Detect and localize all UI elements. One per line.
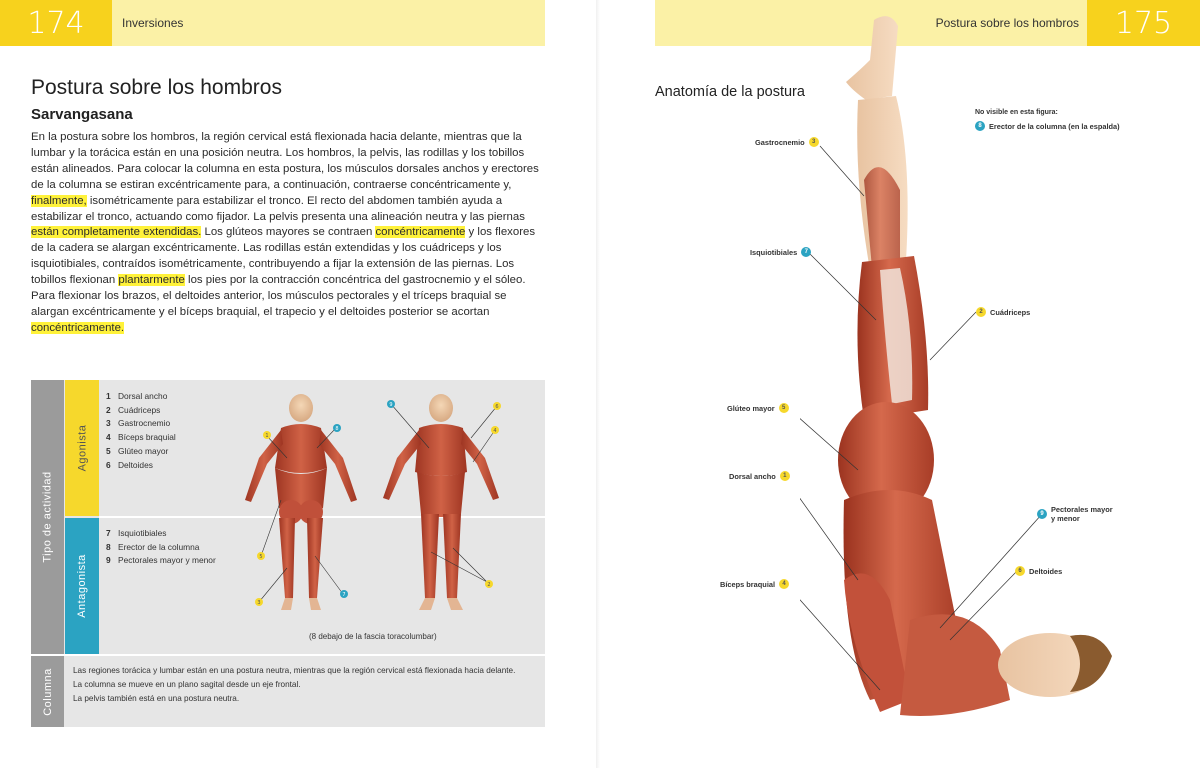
muscle-number: 3 (106, 418, 111, 429)
antagonist-label: Antagonista (65, 518, 99, 654)
muscle-number: 1 (106, 391, 111, 401)
marker-badge: 2 (976, 307, 986, 317)
svg-text:6: 6 (495, 404, 499, 410)
svg-text:1: 1 (265, 433, 269, 439)
svg-text:3: 3 (257, 600, 261, 606)
highlighted-text: finalmente, (31, 194, 87, 207)
muscle-list-item (106, 554, 216, 568)
muscle-list-item (106, 390, 176, 404)
svg-text:2: 2 (487, 582, 491, 588)
label-dorsal-ancho: Dorsal ancho 1 (729, 471, 790, 481)
muscle-name: Glúteo mayor (118, 445, 169, 456)
highlighted-text: plantarmente (118, 274, 185, 287)
marker-badge: 8 (975, 121, 985, 131)
muscle-list-item (106, 431, 176, 445)
anatomy-title: Anatomía de la postura (655, 84, 805, 100)
column-description (73, 664, 515, 706)
muscle-number: 5 (106, 445, 111, 456)
label-pectorales: 9 Pectorales mayor y menor (1037, 505, 1113, 523)
left-section-title: Inversiones (112, 0, 545, 46)
muscle-name: Pectorales mayor y menor (118, 555, 216, 566)
pose-title: Postura sobre los hombros (31, 76, 282, 99)
column-line: Las regiones torácica y lumbar están en una postura neutra, mientras que la región cervical está flexionada hacia delante. (73, 666, 516, 675)
muscle-list-item (106, 404, 176, 418)
pose-subtitle: Sarvangasana (31, 106, 133, 123)
body-text-segment: Los glúteos mayores se contraen (201, 226, 376, 239)
right-page (600, 0, 1200, 768)
muscle-list-item (106, 445, 176, 459)
muscle-name: Cuádriceps (118, 404, 161, 415)
body-text-segment: y los flexores de la cadera se alargan excéntricamente. Las rodillas están extendidas y los cuádriceps y los isquiotibiales, contraídos isométricamente, contribuyendo a fijar la extensión de las piernas. Los tobillos flexionan (31, 226, 536, 287)
right-section-title: Postura sobre los hombros (655, 0, 1087, 46)
muscle-number: 7 (106, 528, 111, 538)
row-divider (31, 654, 545, 656)
marker-badge: 1 (780, 471, 790, 481)
label-biceps-braquial: Bíceps braquial 4 (720, 579, 789, 589)
column-line: La pelvis también está en una postura neutra. (73, 694, 240, 703)
muscle-name: Isquiotibiales (118, 528, 167, 538)
agonist-list (106, 390, 176, 472)
marker-badge: 3 (809, 137, 819, 147)
highlighted-text: están completamente extendidas. (31, 226, 202, 239)
activity-type-label: Tipo de actividad (31, 380, 64, 654)
muscle-number: 2 (106, 404, 111, 415)
muscle-list-item (106, 417, 176, 431)
muscle-list-item (106, 527, 216, 541)
svg-text:8: 8 (335, 426, 339, 432)
svg-text:4: 4 (493, 428, 497, 434)
label-gastrocnemio: Gastrocnemio 3 (755, 137, 819, 147)
muscle-number: 9 (106, 555, 111, 566)
muscle-figures-illustration (231, 388, 543, 628)
muscle-number: 8 (106, 541, 111, 552)
right-page-number: 175 (1087, 0, 1200, 46)
muscle-list-item (106, 459, 176, 473)
body-text-segment: los pies por la contracción concéntrica del gastrocnemio y el sóleo. Para flexionar los brazos, el deltoides anterior, los músculos pectorales y el tríceps braquial se alargan excéntricamente y el bíceps braquial, el trapecio y el deltoides posterior se acortan (31, 274, 526, 318)
marker-badge: 7 (801, 247, 811, 257)
svg-text:5: 5 (259, 554, 263, 560)
label-gluteo-mayor: Glúteo mayor 5 (727, 403, 789, 413)
body-text-segment: En la postura sobre los hombros, la región cervical está flexionada hacia delante, mientras que la lumbar y la torácica están en una posición neutra. Los hombros, la pelvis, las rodillas y los tobillos están alineados. Para colocar la columna en esta postura, los músculos dorsales anchos y erectores de la columna se estiran excéntricamente para, a continuación, contraerse concéntricamente y, (31, 131, 539, 191)
activity-table (31, 380, 545, 727)
column-line: La columna se mueve en un plano sagital desde un eje frontal. (73, 680, 301, 689)
figure-note: (8 debajo de la fascia toracolumbar) (309, 632, 437, 641)
shoulder-stand-illustration (800, 0, 1200, 768)
muscle-name: Gastrocnemio (118, 418, 171, 429)
marker-badge: 9 (1037, 509, 1047, 519)
not-visible-title: No visible en esta figura: (975, 109, 1058, 116)
svg-text:9: 9 (389, 402, 393, 408)
svg-text:7: 7 (342, 592, 346, 598)
antagonist-list (106, 527, 216, 568)
left-page-number: 174 (0, 0, 112, 46)
column-label: Columna (31, 656, 64, 727)
label-isquiotibiales: Isquiotibiales 7 (750, 247, 811, 257)
highlighted-text: concéntricamente (375, 226, 466, 239)
muscle-list-item (106, 541, 216, 555)
not-visible-item: 8 Erector de la columna (en la espalda) (975, 121, 1120, 131)
marker-badge: 5 (779, 403, 789, 413)
body-paragraph (31, 130, 547, 337)
label-deltoides: 6 Deltoides (1015, 566, 1062, 576)
label-cuadriceps: 2 Cuádriceps (976, 307, 1030, 317)
highlighted-text: concéntricamente. (31, 321, 125, 334)
marker-badge: 4 (779, 579, 789, 589)
muscle-number: 6 (106, 459, 111, 470)
muscle-name: Bíceps braquial (118, 432, 176, 443)
agonist-label: Agonista (65, 380, 99, 516)
body-text-segment: isométricamente para estabilizar el tronco. El recto del abdomen también ayuda a estabilizar el tronco, actuando como fijador. La pelvis presenta una alineación neutra y las piernas (31, 194, 525, 223)
muscle-name: Erector de la columna (118, 541, 200, 552)
marker-badge: 6 (1015, 566, 1025, 576)
front-view-figure (383, 394, 499, 610)
muscle-name: Dorsal ancho (118, 391, 168, 401)
foot-shape (846, 16, 898, 100)
muscle-number: 4 (106, 432, 111, 443)
muscle-name: Deltoides (118, 459, 153, 470)
